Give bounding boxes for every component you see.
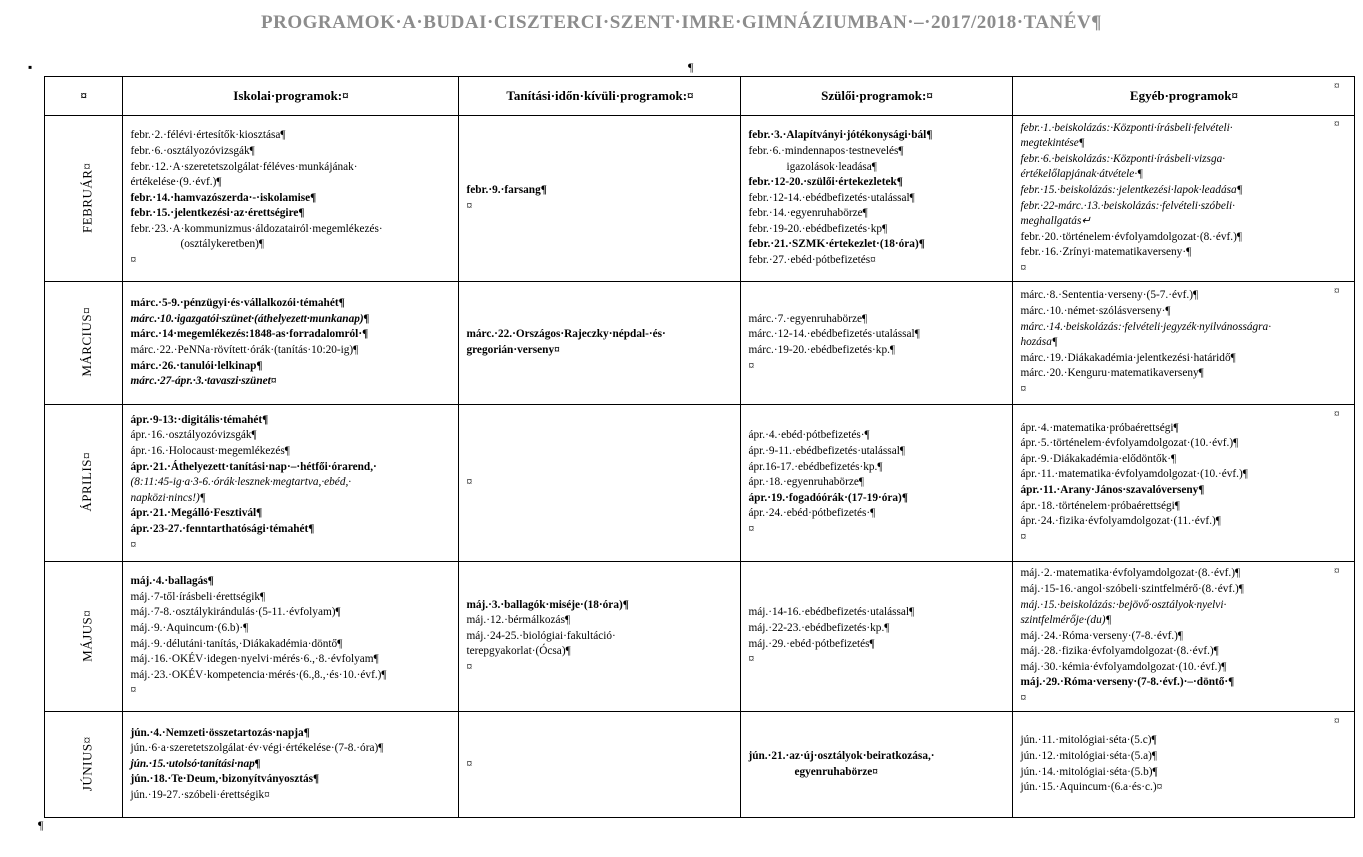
- program-line: márc.·19.·Diákakadémia·jelentkezési·határidő¶: [1020, 351, 1236, 364]
- egyeb-cell: [1013, 712, 1355, 818]
- program-line: febr.·12-20.·szülői·értekezletek¶: [748, 176, 903, 189]
- program-line: máj.·15-16.·angol·szóbeli·szintfelmérő·(8.·évf.)¶: [1020, 582, 1244, 595]
- program-line: máj.·15.·beiskolázás:·bejövő·osztályok·nyelvi·: [1020, 598, 1227, 611]
- program-line: márc.·7.·egyenruhabörze¶: [748, 312, 868, 325]
- program-line: máj.·24.·Róma·verseny·(7-8.·évf.)¶: [1020, 629, 1184, 642]
- row-end-mark: ¤: [1334, 118, 1340, 130]
- szuloi-cell: [741, 405, 1013, 562]
- program-line: febr.·2.·félévi·értesítők·kiosztása¶: [130, 129, 286, 142]
- program-line: márc.·10.·igazgatói·szünet·(áthelyezett·munkanap)¶: [130, 312, 370, 325]
- tanitasi-cell: [459, 282, 741, 405]
- program-line: máj.·14-16.·ebédbefizetés·utalással¶: [748, 606, 915, 619]
- month-label: JÚNIUS¤: [79, 736, 95, 791]
- program-line: máj.·9.·Aquincum·(6.b)·¶: [130, 621, 249, 634]
- program-line: febr.·20.·történelem·évfolyamdolgozat·(8.·évf.)¶: [1020, 230, 1243, 243]
- iskolai-cell: [123, 282, 459, 405]
- program-line: máj.·9.·délutáni·tanítás,·Diákakadémia·döntő¶: [130, 637, 343, 650]
- row-end-mark: ¤: [1334, 715, 1340, 727]
- program-line: ¤: [1020, 530, 1027, 543]
- program-line: márc.·8.·Sententia·verseny·(5-7.·évf.)¶: [1020, 289, 1199, 302]
- program-line: ápr.·18.·egyenruhabörze¶: [748, 476, 864, 489]
- program-line: ápr.·9-11.·ebédbefizetés·utalással¶: [748, 445, 905, 458]
- month-row: [45, 712, 1355, 818]
- program-line: ¤: [466, 757, 473, 770]
- iskolai-cell: [123, 405, 459, 562]
- program-line: febr.·12-14.·ebédbefizetés·utalással¶: [748, 191, 915, 204]
- program-line: márc.·27-ápr.·3.·tavaszi·szünet¤: [130, 375, 277, 388]
- program-line: febr.·16.·Zrínyi·matematikaverseny·¶: [1020, 246, 1192, 259]
- document-title: PROGRAMOK·A·BUDAI·CISZTERCI·SZENT·IMRE·GIMNÁZIUMBAN·–·2017/2018·TANÉV¶: [261, 12, 1102, 33]
- program-line: febr.·14.·egyenruhabörze¶: [748, 207, 868, 220]
- egyeb-cell: [1013, 282, 1355, 405]
- row-end-mark: ¤: [1334, 408, 1340, 420]
- program-line: ápr.·11.·Arany·János·szavalóverseny¶: [1020, 484, 1205, 496]
- month-row: [45, 562, 1355, 712]
- month-row: [45, 116, 1355, 282]
- program-line: jún.·15.·utolsó·tanítási·nap¶: [130, 757, 261, 770]
- program-line: jún.·14.·mitológiai·séta·(5.b)¶: [1020, 765, 1158, 778]
- program-line: febr.·6.·osztályozóvizsgák¶: [130, 144, 255, 157]
- program-line: értékelése·(9.·évf.)¶: [130, 176, 222, 189]
- month-label-cell: [45, 562, 123, 712]
- program-line: ápr.·4.·matematika·próbaérettségi¶: [1020, 421, 1179, 434]
- program-line: febr.·14.·hamvazószerda·-·iskolamise¶: [130, 191, 317, 204]
- header-row: [45, 77, 1355, 116]
- program-line: jún.·18.·Te·Deum,·bizonyítványosztás¶: [130, 773, 320, 786]
- month-label-cell: [45, 116, 123, 282]
- paragraph-mark: ¶: [38, 818, 44, 832]
- program-line: máj.·28.·fizika·évfolyamdolgozat·(8.·évf.)¶: [1020, 645, 1219, 658]
- program-line: ¤: [1020, 382, 1027, 395]
- program-line: febr.·3.·Alapítványi·jótékonysági·bál¶: [748, 129, 933, 142]
- program-line: márc.·26.·tanulói·lelkinap¶: [130, 359, 263, 372]
- program-line: meghallgatás↵: [1020, 215, 1091, 228]
- program-line: ¤: [130, 254, 137, 267]
- program-line: máj.·3.·ballagók·miséje·(18·óra)¶: [466, 598, 629, 611]
- paragraph-mark: ¶: [688, 60, 694, 74]
- program-line: ¤: [1020, 261, 1027, 274]
- program-line: máj.·24-25.·biológiai·fakultáció·: [466, 629, 616, 642]
- header-iskolai: Iskolai·programok:¤: [123, 77, 459, 116]
- header-tanitasi: Tanítási·időn·kívüli·programok:¤: [459, 77, 741, 116]
- program-line: febr.·15.·jelentkezési·az·érettségire¶: [130, 207, 305, 220]
- program-line: máj.·12.·bérmálkozás¶: [466, 614, 571, 627]
- tanitasi-cell: [459, 405, 741, 562]
- program-line: febr.·23.·A·kommunizmus·áldozatairól·megemlékezés·: [130, 222, 383, 235]
- program-line: máj.·29.·ebéd·pótbefizetés¶: [748, 637, 875, 650]
- program-line: márc.·14.·beiskolázás:·felvételi·jegyzék·nyilvánosságra·: [1020, 320, 1272, 333]
- program-line: (osztálykeretben)¶: [180, 238, 264, 251]
- program-line: ápr.·4.·ebéd·pótbefizetés·¶: [748, 429, 870, 442]
- program-line: gregorián·verseny¤: [466, 344, 560, 356]
- program-line: ¤: [130, 538, 137, 551]
- program-line: jún.·11.·mitológiai·séta·(5.c)¶: [1020, 734, 1157, 747]
- program-line: ápr.·18.·történelem·próbaérettségi¶: [1020, 499, 1180, 512]
- program-line: szintfelmérője·(du)¶: [1020, 614, 1112, 627]
- program-line: értékelőlapjának·átvétele·¶: [1020, 168, 1144, 181]
- program-line: ápr.·9.·Diákakadémia·elődöntők·¶: [1020, 452, 1177, 465]
- program-line: ¤: [1020, 692, 1027, 705]
- row-end-mark: ¤: [1334, 285, 1340, 297]
- program-line: jún.·15.·Aquincum·(6.a·és·c.)¤: [1020, 781, 1163, 794]
- program-line: ¤: [466, 199, 473, 212]
- program-line: ápr.·23-27.·fenntarthatósági·témahét¶: [130, 522, 315, 535]
- month-label-cell: [45, 282, 123, 405]
- program-line: ápr.·24.·ebéd·pótbefizetés·¶: [748, 507, 876, 520]
- program-line: ápr.·21.·Megálló·Fesztivál¶: [130, 507, 263, 520]
- program-line: máj.·7-től·írásbeli·érettségik¶: [130, 590, 266, 603]
- iskolai-cell: [123, 712, 459, 818]
- paragraph-bullet: ▪: [28, 60, 33, 74]
- program-line: márc.·22.·PeNNa·rövített·órák·(tanítás·10:20-ig)¶: [130, 344, 359, 356]
- program-line: jún.·6·a·szeretetszolgálat·év·végi·értékelése·(7-8.·óra)¶: [130, 742, 384, 755]
- program-line: febr.·12.·A·szeretetszolgálat·féléves·munkájának·: [130, 160, 358, 173]
- program-line: márc.·20.·Kenguru·matematikaverseny¶: [1020, 367, 1204, 380]
- program-line: megtekintése¶: [1020, 137, 1085, 150]
- program-line: febr.·19-20.·ebédbefizetés·kp¶: [748, 222, 888, 235]
- program-line: febr.·22-márc.·13.·beiskolázás:·felvételi·szóbeli·: [1020, 199, 1235, 212]
- month-row: [45, 282, 1355, 405]
- program-table: [44, 76, 1355, 818]
- program-line: ápr.·16.·osztályozóvizsgák¶: [130, 429, 257, 442]
- month-label-cell: [45, 712, 123, 818]
- program-line: igazolások·leadása¶: [786, 160, 877, 173]
- header-corner: ¤: [45, 77, 123, 116]
- program-line: máj.·2.·matematika·évfolyamdolgozat·(8.·évf.)¶: [1020, 567, 1241, 580]
- program-line: febr.·1.·beiskolázás:·Központi·írásbeli·felvételi·: [1020, 121, 1233, 134]
- month-label: FEBRUÁR¤: [79, 162, 95, 233]
- program-line: ápr.·24.·fizika·évfolyamdolgozat·(11.·évf.)¶: [1020, 515, 1221, 528]
- program-line: napközi·nincs!)¶: [130, 491, 206, 504]
- program-line: jún.·4.·Nemzeti·összetartozás·napja¶: [130, 726, 310, 739]
- program-line: márc.·19-20.·ebédbefizetés·kp.¶: [748, 344, 896, 356]
- program-line: febr.·27.·ebéd·pótbefizetés¤: [748, 254, 876, 267]
- month-label: MÁJUS¤: [79, 609, 95, 662]
- month-row: [45, 405, 1355, 562]
- program-line: ¤: [466, 476, 473, 489]
- program-line: máj.·30.·kémia·évfolyamdolgozat·(10.·évf.)¶: [1020, 660, 1227, 673]
- program-line: hozása¶: [1020, 336, 1058, 349]
- program-line: ápr.·9-13:·digitális·témahét¶: [130, 413, 269, 426]
- program-line: jún.·19-27.·szóbeli·érettségik¤: [130, 788, 270, 801]
- program-line: febr.·6.·mindennapos·testnevelés¶: [748, 144, 904, 157]
- program-line: máj.·29.·Róma·verseny·(7-8.·évf.)·–·döntő·¶: [1020, 676, 1235, 689]
- program-line: ápr.·21.·Áthelyezett·tanítási·nap·–·hétfői·órarend,·: [130, 460, 377, 473]
- szuloi-cell: [741, 282, 1013, 405]
- header-szuloi: Szülői·programok:¤: [741, 77, 1013, 116]
- program-line: máj.·4.·ballagás¶: [130, 575, 214, 588]
- program-line: márc.·5-9.·pénzügyi·és·vállalkozói·témahét¶: [130, 297, 345, 310]
- program-line: ¤: [748, 653, 755, 666]
- month-label: MÁRCIUS¤: [79, 307, 95, 377]
- program-line: ¤: [748, 359, 755, 372]
- program-line: febr.·15.·beiskolázás:·jelentkezési·lapok·leadása¶: [1020, 183, 1243, 196]
- program-line: máj.·22-23.·ebédbefizetés·kp.¶: [748, 621, 890, 634]
- szuloi-cell: [741, 562, 1013, 712]
- program-line: ¤: [748, 522, 755, 535]
- program-line: egyenruhabörze¤: [794, 765, 878, 778]
- program-line: terepgyakorlat·(Ócsa)¶: [466, 645, 571, 658]
- row-end-mark: ¤: [1334, 80, 1340, 92]
- program-line: febr.·9.·farsang¶: [466, 183, 547, 196]
- iskolai-cell: [123, 562, 459, 712]
- program-line: máj.·16.·OKÉV·idegen·nyelvi·mérés·6.,·8.·évfolyam¶: [130, 653, 379, 666]
- szuloi-cell: [741, 116, 1013, 282]
- program-line: ápr.·5.·történelem·évfolyamdolgozat·(10.·évf.)¶: [1020, 437, 1239, 450]
- row-end-mark: ¤: [1334, 565, 1340, 577]
- tanitasi-cell: [459, 712, 741, 818]
- header-egyeb: Egyéb·programok¤: [1013, 77, 1355, 116]
- program-line: márc.·12-14.·ebédbefizetés·utalással¶: [748, 328, 920, 341]
- tanitasi-cell: [459, 562, 741, 712]
- egyeb-cell: [1013, 116, 1355, 282]
- program-line: ápr.·19.·fogadóórák·(17-19·óra)¶: [748, 491, 908, 504]
- program-line: ápr.·11.·matematika·évfolyamdolgozat·(10.·évf.)¶: [1020, 468, 1248, 481]
- month-label: ÁPRILIS¤: [79, 452, 95, 512]
- program-line: máj.·23.·OKÉV·kompetencia·mérés·(6.,8.,·és·10.·évf.)¶: [130, 668, 387, 681]
- szuloi-cell: [741, 712, 1013, 818]
- program-line: jún.·12.·mitológiai·séta·(5.a)¶: [1020, 749, 1158, 762]
- program-line: febr.·6.·beiskolázás:·Központi·írásbeli·vizsga·: [1020, 152, 1226, 165]
- program-line: máj.·7-8.·osztálykirándulás·(5-11.·évfolyam)¶: [130, 606, 341, 619]
- program-line: márc.·22.·Országos·Rajeczky·népdal-·és·: [466, 328, 666, 341]
- program-line: ápr.16-17.·ebédbefizetés·kp.¶: [748, 460, 883, 473]
- program-line: márc.·14·megemlékezés:1848-as·forradalomról·¶: [130, 328, 369, 341]
- program-line: (8:11:45-ig·a·3-6.·órák·lesznek·megtartva,·ebéd,·: [130, 476, 352, 489]
- program-line: febr.·21.·SZMK·értekezlet·(18·óra)¶: [748, 238, 925, 251]
- program-line: márc.·10.·német·szólásverseny·¶: [1020, 305, 1171, 318]
- program-line: ápr.·16.·Holocaust·megemlékezés¶: [130, 445, 290, 458]
- program-line: ¤: [466, 660, 473, 673]
- iskolai-cell: [123, 116, 459, 282]
- program-line: jún.·21.·az·új·osztályok·beiratkozása,·: [748, 749, 935, 762]
- month-label-cell: [45, 405, 123, 562]
- tanitasi-cell: [459, 116, 741, 282]
- egyeb-cell: [1013, 405, 1355, 562]
- egyeb-cell: [1013, 562, 1355, 712]
- program-line: ¤: [130, 684, 137, 697]
